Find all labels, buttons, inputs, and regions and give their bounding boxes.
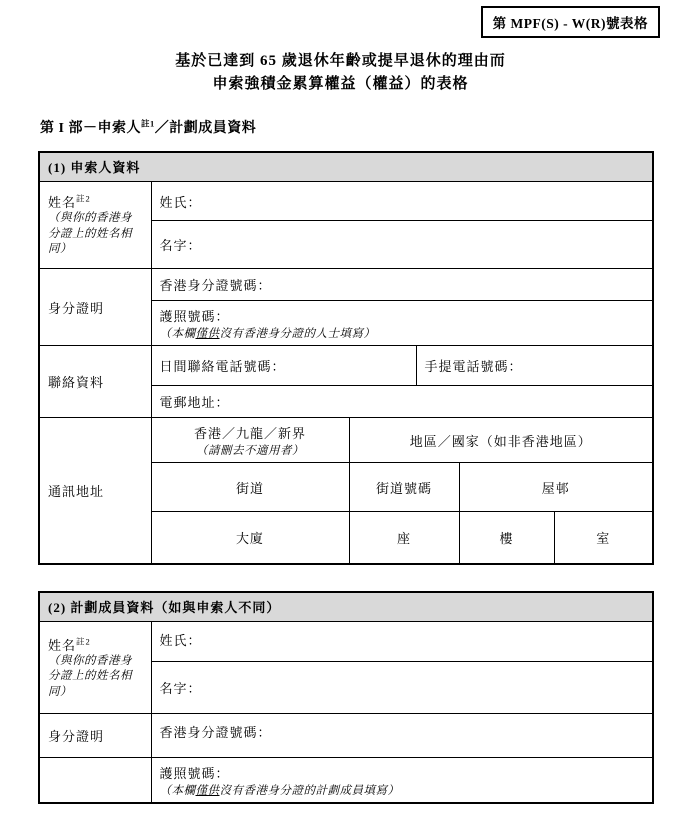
region-field-cell: [151, 418, 349, 463]
scheme-member-info-table: [38, 591, 654, 805]
region-note: （請刪去不適用者）: [196, 444, 304, 457]
block-label: 座: [396, 530, 411, 546]
member-surname-label: 姓氏：: [159, 633, 202, 648]
given-name-label: 名字：: [159, 238, 202, 253]
form-title-line1: 基於已達到 65 歲退休年齡或提早退休的理由而: [175, 53, 506, 69]
member-identity-label: 身分證明: [48, 729, 105, 744]
flat-field-cell: [554, 512, 653, 564]
hkid-label: 香港身分證號碼：: [159, 278, 272, 293]
section1-header: (1) 申索人資料: [39, 152, 653, 182]
street-field-cell: [151, 463, 349, 512]
section1-header-row: [39, 152, 653, 182]
section2-header-row: [39, 592, 653, 622]
member-identity-label-cell: [39, 714, 151, 758]
form-title-line2: 申索強積金累算權益（權益）的表格: [212, 76, 469, 93]
section2-surname-row: [39, 622, 653, 662]
name-label-cell: [39, 182, 151, 269]
form-number-box: [481, 6, 660, 38]
email-field-cell: [151, 386, 653, 418]
street-no-field-cell: [349, 463, 459, 512]
section1-phone-row: [39, 346, 653, 386]
identity-label-cell: [39, 269, 151, 346]
surname-field-cell: [151, 182, 653, 221]
member-surname-field-cell: [151, 622, 653, 662]
address-label-cell: [39, 418, 151, 564]
floor-label: 樓: [499, 530, 514, 546]
form-number-text: 第 MPF(S) - W(R)號表格: [492, 16, 648, 31]
mobile-label: 手提電話號碼：: [424, 359, 523, 374]
contact-label-cell: [39, 346, 151, 418]
district-field-cell: [349, 418, 653, 463]
section1-hkid-row: [39, 269, 653, 301]
district-label: 地區／國家（如非香港地區）: [409, 433, 592, 449]
email-label: 電郵地址：: [159, 395, 230, 410]
passport-field-cell: [151, 301, 653, 346]
section1-region-row: [39, 418, 653, 463]
member-passport-field-cell: [151, 758, 653, 804]
day-phone-label: 日間聯絡電話號碼：: [159, 359, 286, 374]
claimant-info-table: [38, 151, 654, 565]
member-given-name-label: 名字：: [159, 681, 202, 696]
part1-heading: [40, 117, 681, 137]
hkid-field-cell: [151, 269, 653, 301]
section2-passport-row: [39, 758, 653, 804]
address-label: 通訊地址: [48, 483, 105, 499]
estate-field-cell: [459, 463, 653, 512]
day-phone-field-cell: [151, 346, 416, 386]
block-field-cell: [349, 512, 459, 564]
part1-heading-post: ／計劃成員資料: [154, 120, 257, 136]
surname-label: 姓氏：: [159, 194, 202, 210]
mobile-field-cell: [416, 346, 653, 386]
passport-note: （本欄僅供沒有香港身分證的人士填寫）: [159, 328, 376, 340]
part1-heading-footnote-ref: 註1: [140, 117, 155, 128]
member-passport-label: 護照號碼：: [159, 766, 230, 781]
region-options: 香港／九龍／新界: [193, 425, 306, 441]
name-note: （與你的香港身分證上的姓名相同）: [48, 212, 132, 256]
member-given-name-field-cell: [151, 662, 653, 714]
member-name-label: 姓名: [48, 637, 77, 653]
section1-surname-row: [39, 182, 653, 221]
section2-header: (2) 計劃成員資料（如與申索人不同）: [39, 592, 653, 622]
part1-heading-pre: 第 I 部－申索人: [40, 120, 141, 136]
given-name-field-cell: [151, 221, 653, 269]
floor-field-cell: [459, 512, 554, 564]
member-passport-note: （本欄僅供沒有香港身分證的計劃成員填寫）: [159, 785, 400, 797]
contact-label: 聯絡資料: [48, 375, 105, 390]
flat-label: 室: [596, 530, 611, 546]
identity-label: 身分證明: [48, 300, 105, 316]
member-name-label-cell: [39, 622, 151, 714]
name-label: 姓名: [48, 195, 77, 211]
member-name-note: （與你的香港身分證上的姓名相同）: [48, 654, 132, 698]
member-hkid-field-cell: [151, 714, 653, 758]
passport-label: 護照號碼：: [159, 309, 230, 324]
street-label: 街道: [235, 480, 264, 496]
member-name-footnote-ref: 註2: [76, 636, 91, 647]
street-no-label: 街道號碼: [375, 480, 432, 496]
building-label: 大廈: [235, 530, 264, 546]
estate-label: 屋邨: [541, 480, 570, 496]
section2-hkid-row: [39, 714, 653, 758]
building-field-cell: [151, 512, 349, 564]
member-hkid-label: 香港身分證號碼：: [159, 725, 272, 740]
name-footnote-ref: 註2: [76, 193, 91, 204]
member-passport-empty-label-cell: [39, 758, 151, 804]
table-gap: [0, 565, 681, 591]
